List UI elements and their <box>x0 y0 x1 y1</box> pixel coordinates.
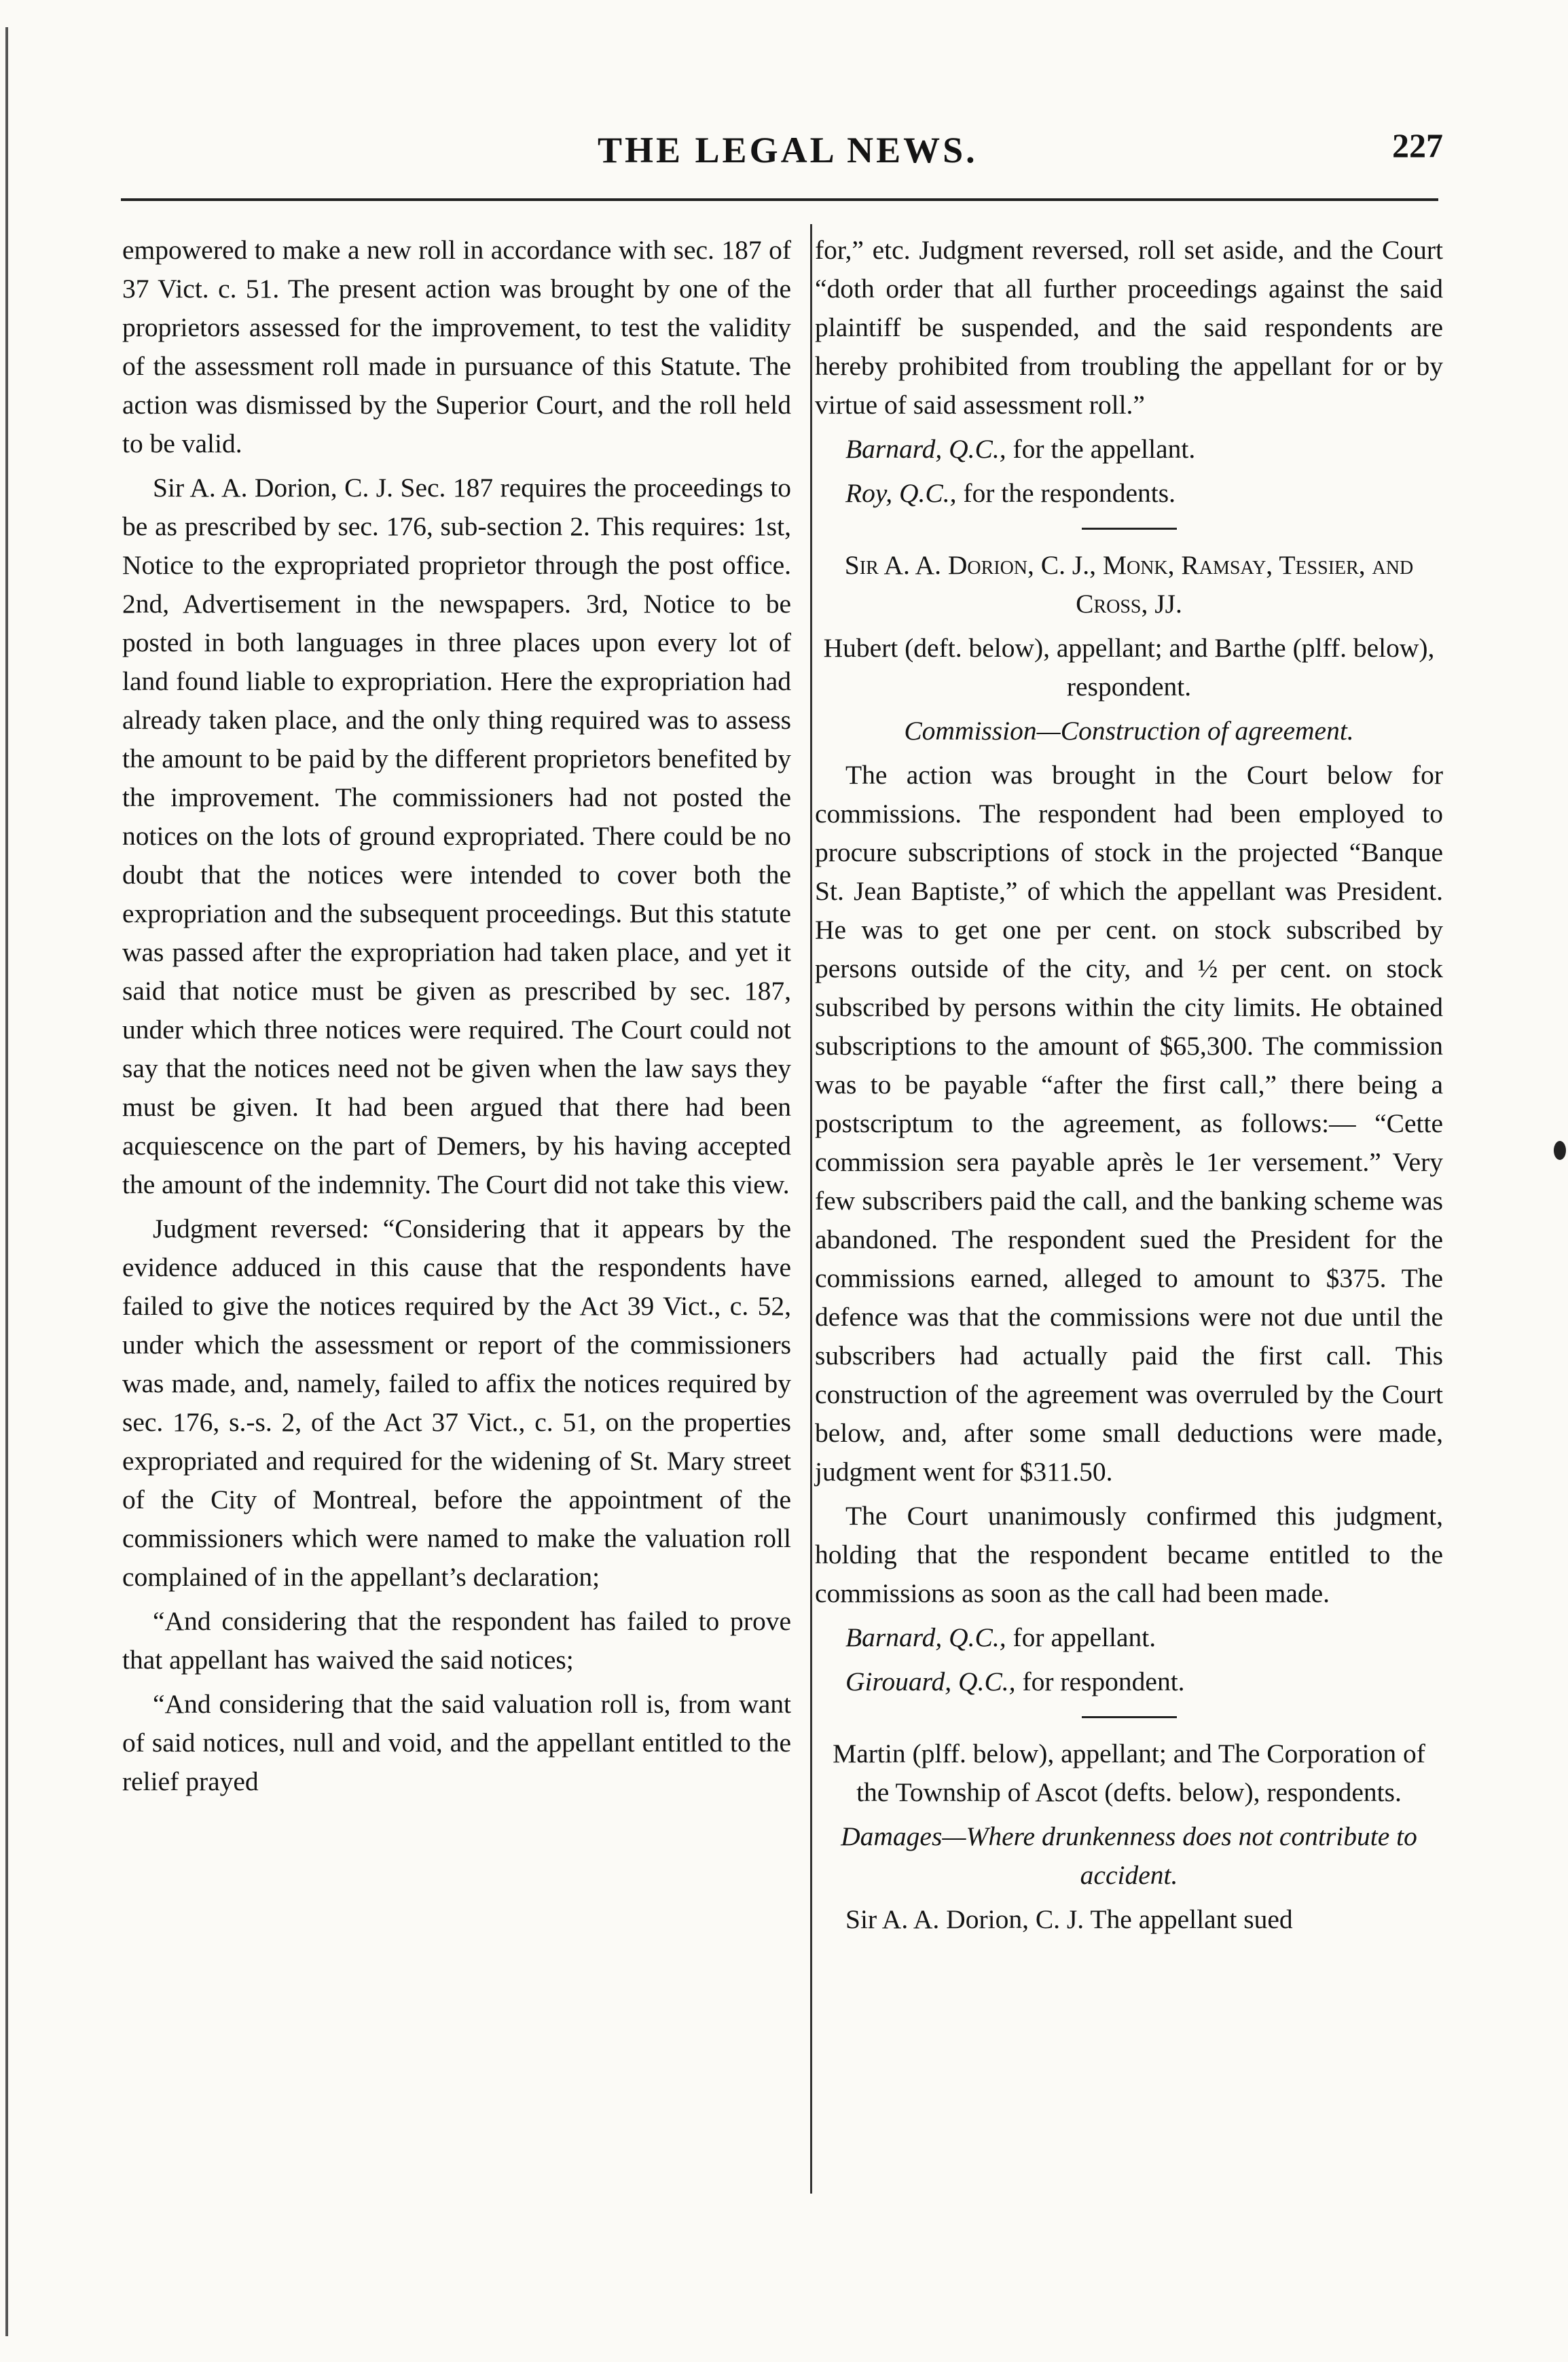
bench-line: Sir A. A. Dorion, C. J., Monk, Ramsay, Tessier, and Cross, JJ. <box>844 550 1414 619</box>
scan-edge-mark <box>5 27 8 2336</box>
counsel-name: Roy, Q.C., <box>845 478 957 508</box>
case-parties: Hubert (deft. below), appellant; and Barthe (plff. below), respondent. <box>823 633 1435 702</box>
case-subject: Damages—Where drunkenness does not contribute to accident. <box>841 1821 1417 1890</box>
counsel-line <box>815 430 1443 469</box>
counsel-role: for the respondents. <box>956 478 1175 508</box>
section-divider <box>1082 1716 1177 1718</box>
running-title: THE LEGAL NEWS. <box>598 130 978 170</box>
left-column <box>122 231 791 1806</box>
counsel-line <box>815 1618 1443 1657</box>
right-paragraph: The Court unanimously confirmed this judgment, holding that the respondent became entitled to the commissions as soon as the call had been made. <box>815 1501 1443 1608</box>
column-divider <box>810 224 812 2194</box>
left-paragraph: “And considering that the said valuation roll is, from want of said notices, null and void, and the appellant entitled to the relief prayed <box>122 1689 791 1796</box>
counsel-line <box>815 474 1443 513</box>
scan-dot <box>1554 1141 1566 1160</box>
left-paragraph: Judgment reversed: “Considering that it appears by the evidence adduced in this cause that the respondents have failed to give the notices required by the Act 39 Vict., c. 52, under which the assessment or report of the commissioners was made, and, namely, failed to affix the notices required by sec. 176, s.-s. 2, of the Act 37 Vict., c. 51, on the properties expropriated and required for the widening of St. Mary street of the City of Montreal, before the appointment of the commissioners which were named to make the valuation roll complained of in the appellant’s declaration; <box>122 1214 791 1592</box>
case-parties: Martin (plff. below), appellant; and The Corporation of the Township of Ascot (defts. below), respondents. <box>833 1739 1425 1807</box>
left-paragraph: “And considering that the respondent has failed to prove that appellant has waived the said notices; <box>122 1606 791 1675</box>
page-number: 227 <box>1392 126 1443 164</box>
counsel-name: Barnard, Q.C., <box>845 434 1006 464</box>
left-paragraph: empowered to make a new roll in accordance with sec. 187 of 37 Vict. c. 51. The present action was brought by one of the proprietors assessed for the improvement, to test the validity of the assessment roll made in pursuance of this Statute. The action was dismissed by the Superior Court, and the roll held to be valid. <box>122 235 791 458</box>
counsel-name: Girouard, Q.C., <box>845 1667 1016 1696</box>
right-column <box>815 231 1443 1944</box>
right-paragraph: The action was brought in the Court below for commissions. The respondent had been employed to procure subscriptions of stock in the projected “Banque St. Jean Baptiste,” of which the appellant was President. He was to get one per cent. on stock subscribed by persons outside of the city, and ½ per cent. on stock subscribed by persons within the city limits. He obtained subscriptions to the amount of $65,300. The commission was to be payable “after the first call,” there being a postscriptum to the agreement, as follows:— “Cette commission sera payable après le 1er versement.” Very few subscribers paid the call, and the banking scheme was abandoned. The respondent sued the President for the commissions earned, alleged to amount to $375. The defence was that the commissions were not due until the subscribers had actually paid the first call. This construction of the agreement was overruled by the Court below, and, after some small deductions were made, judgment went for $311.50. <box>815 760 1443 1487</box>
counsel-role: for respondent. <box>1015 1667 1185 1696</box>
case-subject: Commission—Construction of agreement. <box>904 716 1354 746</box>
counsel-role: for appellant. <box>1006 1622 1156 1652</box>
counsel-line <box>815 1663 1443 1701</box>
page-header <box>0 0 1568 204</box>
section-divider <box>1082 528 1177 530</box>
counsel-role: for the appellant. <box>1006 434 1196 464</box>
counsel-name: Barnard, Q.C., <box>845 1622 1006 1652</box>
header-rule <box>121 198 1438 201</box>
right-paragraph: for,” etc. Judgment reversed, roll set aside, and the Court “doth order that all further proceedings against the said plaintiff be suspended, and the said respondents are hereby prohibited from troubling the appellant for or by virtue of said assessment roll.” <box>815 235 1443 420</box>
right-paragraph: Sir A. A. Dorion, C. J. The appellant sued <box>845 1904 1293 1934</box>
left-paragraph: Sir A. A. Dorion, C. J. Sec. 187 requires the proceedings to be as prescribed by sec. 176, sub-section 2. This requires: 1st, Notice to the expropriated proprietor through the post office. 2nd, Advertisement in the newspapers. 3rd, Notice to be posted in both languages in three places upon every lot of land found liable to expropriation. Here the expropriation had already taken place, and the only thing required was to assess the amount to be paid by the different proprietors benefited by the improvement. The commissioners had not posted the notices on the lots of ground expropriated. There could be no doubt that the notices were intended to cover both the expropriation and the subsequent proceedings. But this statute was passed after the expropriation had taken place, and yet it said that notice must be given as prescribed by sec. 187, under which three notices were required. The Court could not say that the notices need not be given when the law says they must be given. It had been argued that there had been acquiescence on the part of Demers, by his having accepted the amount of the indemnity. The Court did not take this view. <box>122 473 791 1199</box>
